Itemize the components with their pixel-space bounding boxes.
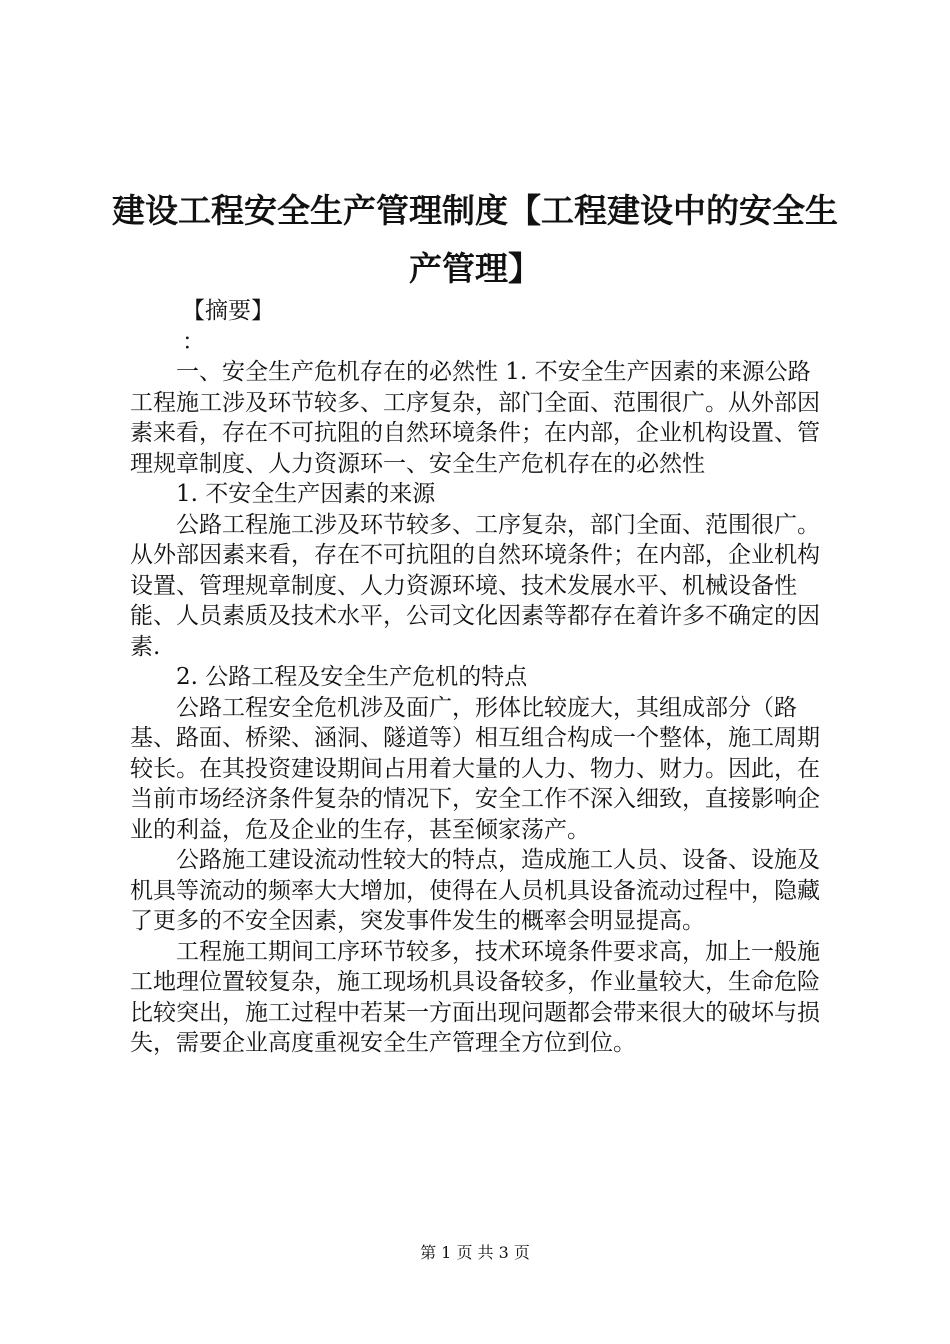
paragraph-1: 公路工程施工涉及环节较多、工序复杂，部门全面、范围很广。从外部因素来看，存在不可抗阻的自然环境条件；在内部，企业机构设置、管理规章制度、人力资源环境、技术发展水平、机械设备性能、人员素质及技术水平，公司文化因素等都存在着许多不确定的因素.	[130, 511, 820, 660]
section-heading-1: 1. 不安全生产因素的来源	[176, 481, 436, 507]
page-footer: 第 1 页 共 3 页	[420, 1243, 530, 1262]
document-title: 建设工程安全生产管理制度【工程建设中的安全生产管理】	[112, 191, 838, 288]
section-heading-2: 2. 公路工程及安全生产危机的特点	[176, 664, 528, 690]
abstract-colon: ：	[182, 328, 205, 355]
abstract-heading: 【摘要】	[182, 298, 274, 324]
paragraph-4: 工程施工期间工序环节较多，技术环境条件要求高，加上一般施工地理位置较复杂，施工现场机具设备较多，作业量较大，生命危险比较突出，施工过程中若某一方面出现问题都会带来很大的破坏与损失，需要企业高度重视安全生产管理全方位到位。	[130, 938, 820, 1056]
paragraph-3: 公路施工建设流动性较大的特点，造成施工人员、设备、设施及机具等流动的频率大大增加，使得在人员机具设备流动过程中，隐藏了更多的不安全因素，突发事件发生的概率会明显提高。	[130, 847, 820, 934]
paragraph-2: 公路工程安全危机涉及面广，形体比较庞大，其组成部分（路基、路面、桥梁、涵洞、隧道等）相互组合构成一个整体，施工周期较长。在其投资建设期间占用着大量的人力、物力、财力。因此，在当前市场经济条件复杂的情况下，安全工作不深入细致，直接影响企业的利益，危及企业的生存，甚至倾家荡产。	[130, 694, 820, 843]
document-body	[130, 296, 830, 1059]
paragraph-intro: 一、安全生产危机存在的必然性 1. 不安全生产因素的来源公路工程施工涉及环节较多、工序复杂，部门全面、范围很广。从外部因素来看，存在不可抗阻的自然环境条件；在内部，企业机构设置、管理规章制度、人力资源环一、安全生产危机存在的必然性	[130, 359, 820, 477]
